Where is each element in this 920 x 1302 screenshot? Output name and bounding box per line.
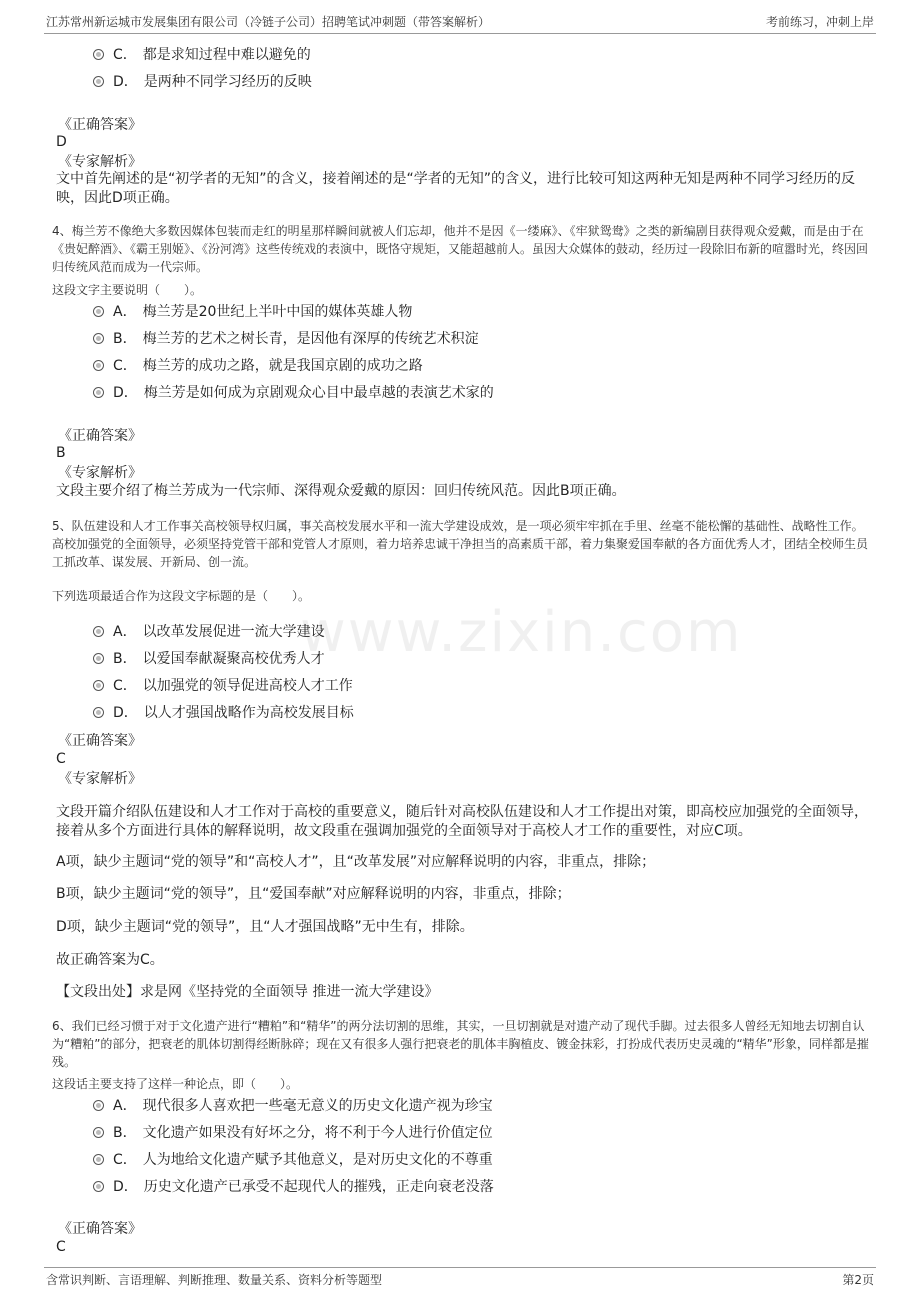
option-text: 梅兰芳是20世纪上半叶中国的媒体英雄人物 [142, 304, 413, 320]
q4-stem: 4、梅兰芳不像绝大多数因媒体包装而走红的明星那样瞬间就被人们忘却，他并不是因《一缕麻》、《牢狱鸳鸯》之类的新编剧目获得观众爱戴，而是由于在《贵妃醉酒》、《霸王别姬》、《汾河湾》这些传统戏的表演中，既恪守规矩，又能超越前人。虽因大众媒体的鼓动，经历过一段除旧布新的喧嚣时光，终因回归传统风范而成为一代宗师。 [52, 224, 869, 274]
radio-icon[interactable] [93, 306, 104, 317]
option-text: 以改革发展促进一流大学建设 [142, 624, 325, 640]
q3-analysis: 文中首先阐述的是“初学者的无知”的含义，接着阐述的是“学者的无知”的含义，进行比较可知这两种无知是两种不同学习经历的反映，因此D项正确。 [56, 171, 856, 206]
q3-analysis-label: 《专家解析》 [58, 154, 142, 170]
q4-option-a[interactable] [93, 302, 412, 322]
radio-icon[interactable] [93, 653, 104, 664]
q4-answer-label: 《正确答案》 [58, 428, 142, 444]
header-title: 江苏常州新运城市发展集团有限公司（冷链子公司）招聘笔试冲刺题（带答案解析） [46, 15, 491, 29]
radio-icon[interactable] [93, 1100, 104, 1111]
radio-icon[interactable] [93, 707, 104, 718]
option-letter: A． [113, 1098, 137, 1114]
q5-option-b[interactable] [93, 649, 325, 669]
option-letter: C． [113, 47, 137, 63]
q6-option-a[interactable] [93, 1096, 493, 1116]
option-letter: D． [113, 74, 138, 90]
option-text: 都是求知过程中难以避免的 [142, 47, 311, 63]
radio-icon[interactable] [93, 76, 104, 87]
q6-option-c[interactable] [93, 1150, 493, 1170]
option-letter: A． [113, 304, 137, 320]
header-divider [44, 33, 876, 34]
q4-option-d[interactable] [93, 383, 494, 403]
q6-option-d[interactable] [93, 1177, 494, 1197]
option-text: 梅兰芳是如何成为京剧观众心目中最卓越的表演艺术家的 [143, 385, 494, 401]
watermark: www.zixin.com [300, 600, 743, 665]
option-text: 以加强党的领导促进高校人才工作 [142, 678, 353, 694]
q5-answer: C [56, 751, 66, 767]
option-letter: B． [113, 331, 137, 347]
radio-icon[interactable] [93, 1127, 104, 1138]
q4-analysis-label: 《专家解析》 [58, 465, 142, 481]
option-text: 是两种不同学习经历的反映 [143, 74, 312, 90]
q5-analysis-para-4: D项，缺少主题词“党的领导”，且“人才强国战略”无中生有，排除。 [56, 919, 474, 935]
radio-icon[interactable] [93, 360, 104, 371]
option-text: 梅兰芳的成功之路，就是我国京剧的成功之路 [142, 358, 423, 374]
radio-icon[interactable] [93, 333, 104, 344]
option-text: 以人才强国战略作为高校发展目标 [143, 705, 354, 721]
footer-note: 含常识判断、言语理解、判断推理、数量关系、资料分析等题型 [46, 1273, 383, 1287]
option-text: 现代很多人喜欢把一些毫无意义的历史文化遗产视为珍宝 [142, 1098, 493, 1114]
q6-prompt: 这段话主要支持了这样一种论点，即（ ）。 [52, 1077, 299, 1091]
q5-analysis-label: 《专家解析》 [58, 771, 142, 787]
q5-answer-label: 《正确答案》 [58, 733, 142, 749]
q6-stem: 6、我们已经习惯于对于文化遗产进行“糟粕”和“精华”的两分法切割的思维，其实，一旦切割就是对遗产动了现代手脚。过去很多人曾经无知地去切割自认为“糟粕”的部分，把衰老的肌体切割得经断脉碎；现在又有很多人强行把衰老的肌体丰胸植皮、镀金抹彩，打扮成代表历史灵魂的“精华”形象，同样都是摧残。 [52, 1019, 869, 1069]
footer-divider [44, 1267, 876, 1268]
radio-icon[interactable] [93, 387, 104, 398]
q5-analysis-para-1: 文段开篇介绍队伍建设和人才工作对于高校的重要意义，随后针对高校队伍建设和人才工作提出对策，即高校应加强党的全面领导，接着从多个方面进行具体的解释说明，故文段重在强调加强党的全面领导对于高校人才工作的重要性，对应C项。 [56, 804, 868, 839]
option-letter: B． [113, 1125, 137, 1141]
q5-stem: 5、队伍建设和人才工作事关高校领导权归属，事关高校发展水平和一流大学建设成效，是一项必须牢牢抓在手里、丝毫不能松懈的基础性、战略性工作。高校加强党的全面领导，必须坚持党管干部和党管人才原则，着力培养忠诚干净担当的高素质干部，着力集聚爱国奉献的各方面优秀人才，团结全校师生员工抓改革、谋发展、开新局、创一流。 [52, 519, 869, 569]
option-letter: A． [113, 624, 137, 640]
option-letter: D． [113, 705, 138, 721]
q3-answer-label: 《正确答案》 [58, 117, 142, 133]
option-letter: C． [113, 1152, 137, 1168]
q3-option-c[interactable] [93, 45, 311, 65]
q5-source: 【文段出处】求是网《坚持党的全面领导 推进一流大学建设》 [56, 984, 439, 1000]
q6-answer-label: 《正确答案》 [58, 1221, 142, 1237]
q5-option-c[interactable] [93, 676, 353, 696]
q4-analysis: 文段主要介绍了梅兰芳成为一代宗师、深得观众爱戴的原因：回归传统风范。因此B项正确。 [56, 483, 626, 499]
q4-option-c[interactable] [93, 356, 423, 376]
q5-analysis-para-3: B项，缺少主题词“党的领导”，且“爱国奉献”对应解释说明的内容，非重点，排除； [56, 886, 571, 902]
q4-answer: B [56, 445, 66, 461]
q6-answer: C [56, 1239, 66, 1255]
option-letter: D． [113, 1179, 138, 1195]
option-text: 以爱国奉献凝聚高校优秀人才 [142, 651, 325, 667]
q5-analysis-para-2: A项，缺少主题词“党的领导”和“高校人才”，且“改革发展”对应解释说明的内容，非重点，排除； [56, 854, 656, 870]
option-letter: B． [113, 651, 137, 667]
radio-icon[interactable] [93, 1181, 104, 1192]
q4-prompt: 这段文字主要说明（ ）。 [52, 283, 203, 297]
radio-icon[interactable] [93, 49, 104, 60]
option-letter: C． [113, 358, 137, 374]
radio-icon[interactable] [93, 626, 104, 637]
q5-option-a[interactable] [93, 622, 325, 642]
q5-analysis-para-5: 故正确答案为C。 [56, 952, 164, 968]
option-text: 人为地给文化遗产赋予其他意义，是对历史文化的不尊重 [142, 1152, 493, 1168]
q5-option-d[interactable] [93, 703, 354, 723]
page-number: 第2页 [842, 1273, 874, 1287]
radio-icon[interactable] [93, 1154, 104, 1165]
q3-answer: D [56, 134, 67, 150]
radio-icon[interactable] [93, 680, 104, 691]
option-letter: C． [113, 678, 137, 694]
q4-option-b[interactable] [93, 329, 479, 349]
q3-option-d[interactable] [93, 72, 312, 92]
option-text: 文化遗产如果没有好坏之分，将不利于今人进行价值定位 [142, 1125, 493, 1141]
header-slogan: 考前练习，冲刺上岸 [765, 15, 874, 29]
q6-option-b[interactable] [93, 1123, 493, 1143]
option-text: 历史文化遗产已承受不起现代人的摧残，正走向衰老没落 [143, 1179, 494, 1195]
q5-prompt: 下列选项最适合作为这段文字标题的是（ ）。 [52, 589, 311, 603]
option-letter: D． [113, 385, 138, 401]
option-text: 梅兰芳的艺术之树长青，是因他有深厚的传统艺术积淀 [142, 331, 479, 347]
